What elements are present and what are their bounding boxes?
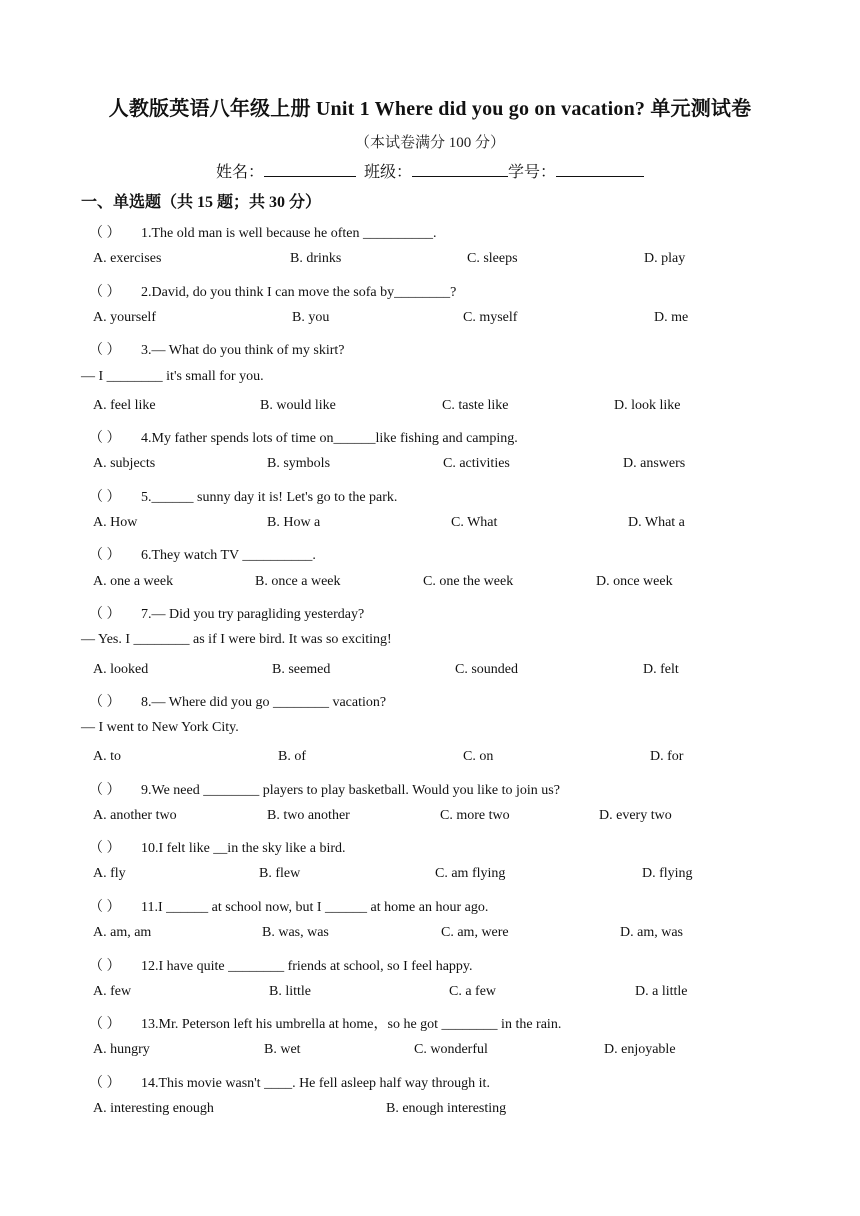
question-text: 1.The old man is well because he often __________.: [141, 226, 437, 241]
option-c[interactable]: C. activities: [443, 456, 510, 471]
option-a[interactable]: A. feel like: [93, 398, 156, 413]
question-text: 2.David, do you think I can move the sofa by________?: [141, 285, 457, 300]
option-c[interactable]: C. one the week: [423, 574, 514, 589]
question-10: [89, 837, 346, 857]
option-d[interactable]: D. every two: [599, 808, 672, 823]
option-a[interactable]: A. How: [93, 515, 138, 530]
question-12: [89, 955, 473, 975]
id-blank[interactable]: [556, 162, 644, 177]
option-a[interactable]: A. exercises: [93, 251, 162, 266]
option-a[interactable]: A. to: [93, 749, 121, 764]
answer-paren[interactable]: （ ）: [89, 490, 121, 505]
option-d[interactable]: D. look like: [614, 398, 681, 413]
option-d[interactable]: D. am, was: [620, 925, 683, 940]
option-a[interactable]: A. hungry: [93, 1042, 150, 1057]
question-3: [89, 339, 345, 359]
option-d[interactable]: D. felt: [643, 662, 679, 677]
question-text: 11.I ______ at school now, but I ______ at home an hour ago.: [141, 900, 489, 915]
option-b[interactable]: B. two another: [267, 808, 350, 823]
option-c[interactable]: C. taste like: [442, 398, 509, 413]
option-c[interactable]: C. on: [463, 749, 494, 764]
answer-paren[interactable]: （ ）: [89, 548, 121, 563]
question-11: [89, 896, 488, 916]
option-c[interactable]: C. What: [451, 515, 498, 530]
option-c[interactable]: C. myself: [463, 310, 518, 325]
option-c[interactable]: C. a few: [449, 984, 497, 999]
question-14: [89, 1072, 490, 1092]
option-b[interactable]: B. How a: [267, 515, 321, 530]
question-4: [89, 427, 518, 447]
question-text: 5.______ sunny day it is! Let's go to the park.: [141, 490, 398, 505]
option-a[interactable]: A. yourself: [93, 310, 156, 325]
option-b[interactable]: B. wet: [264, 1042, 301, 1057]
question-text: 3.— What do you think of my skirt?: [141, 343, 345, 358]
option-c[interactable]: C. sounded: [455, 662, 518, 677]
question-text: 7.— Did you try paragliding yesterday?: [141, 607, 365, 622]
page-title: 人教版英语八年级上册 Unit 1 Where did you go on vacation? 单元测试卷: [108, 98, 752, 120]
question-text: 6.They watch TV __________.: [141, 548, 316, 563]
answer-paren[interactable]: （ ）: [89, 431, 121, 446]
option-d[interactable]: D. play: [644, 251, 686, 266]
option-d[interactable]: D. enjoyable: [604, 1042, 676, 1057]
class-blank[interactable]: [412, 162, 508, 177]
question-13: [89, 1013, 561, 1033]
question-2: [89, 281, 456, 301]
option-b[interactable]: B. symbols: [267, 456, 331, 471]
option-b[interactable]: B. of: [278, 749, 306, 764]
id-label: 学号：: [508, 164, 557, 181]
question-text: 4.My father spends lots of time on______like fishing and camping.: [141, 431, 518, 446]
option-d[interactable]: D. flying: [642, 866, 693, 881]
answer-paren[interactable]: （ ）: [89, 226, 121, 241]
option-a[interactable]: A. another two: [93, 808, 177, 823]
option-c[interactable]: C. am flying: [435, 866, 506, 881]
option-a[interactable]: A. one a week: [93, 574, 174, 589]
answer-paren[interactable]: （ ）: [89, 841, 121, 856]
question-continuation: — I went to New York City.: [81, 720, 239, 735]
option-b[interactable]: B. once a week: [255, 574, 341, 589]
option-b[interactable]: B. drinks: [290, 251, 342, 266]
option-d[interactable]: D. What a: [628, 515, 685, 530]
question-8: [89, 691, 386, 711]
option-d[interactable]: D. for: [650, 749, 684, 764]
option-c[interactable]: C. more two: [440, 808, 510, 823]
option-a[interactable]: A. interesting enough: [93, 1101, 214, 1116]
option-a[interactable]: A. fly: [93, 866, 126, 881]
name-blank[interactable]: [264, 162, 356, 177]
question-text: 14.This movie wasn't ____. He fell asleep half way through it.: [141, 1076, 490, 1091]
option-b[interactable]: B. was, was: [262, 925, 329, 940]
option-c[interactable]: C. wonderful: [414, 1042, 488, 1057]
section-title: 一、单选题（共 15 题；共 30 分）: [81, 194, 322, 211]
student-info-line: [0, 159, 860, 182]
question-text: 10.I felt like __in the sky like a bird.: [141, 841, 346, 856]
question-text: 9.We need ________ players to play basketball. Would you like to join us?: [141, 783, 560, 798]
question-text: 12.I have quite ________ friends at school, so I feel happy.: [141, 959, 473, 974]
question-9: [89, 779, 560, 799]
question-7: [89, 603, 364, 623]
option-d[interactable]: D. answers: [623, 456, 686, 471]
answer-paren[interactable]: （ ）: [89, 1076, 121, 1091]
page-subtitle: （本试卷满分 100 分）: [354, 135, 505, 151]
answer-paren[interactable]: （ ）: [89, 343, 121, 358]
question-text: 8.— Where did you go ________ vacation?: [141, 695, 387, 710]
option-b[interactable]: B. would like: [260, 398, 336, 413]
answer-paren[interactable]: （ ）: [89, 695, 121, 710]
option-b[interactable]: B. enough interesting: [386, 1101, 507, 1116]
name-label: 姓名：: [215, 164, 264, 181]
answer-paren[interactable]: （ ）: [89, 607, 121, 622]
option-a[interactable]: A. am, am: [93, 925, 152, 940]
class-label: 班级：: [363, 164, 412, 181]
option-b[interactable]: B. flew: [259, 866, 301, 881]
option-a[interactable]: A. subjects: [93, 456, 156, 471]
question-1: [89, 222, 436, 242]
option-d[interactable]: D. once week: [596, 574, 673, 589]
question-6: [89, 544, 316, 564]
option-b[interactable]: B. little: [269, 984, 311, 999]
question-text: 13.Mr. Peterson left his umbrella at home，so he got ________ in the rain.: [141, 1017, 562, 1032]
option-d[interactable]: D. a little: [635, 984, 688, 999]
answer-paren[interactable]: （ ）: [89, 783, 121, 798]
option-c[interactable]: C. am, were: [441, 925, 509, 940]
answer-paren[interactable]: （ ）: [89, 900, 121, 915]
answer-paren[interactable]: （ ）: [89, 285, 121, 300]
option-a[interactable]: A. looked: [93, 662, 149, 677]
option-b[interactable]: B. seemed: [272, 662, 331, 677]
question-continuation: — Yes. I ________ as if I were bird. It was so exciting!: [81, 632, 392, 647]
question-5: [89, 486, 397, 506]
question-continuation: — I ________ it's small for you.: [81, 369, 264, 384]
option-d[interactable]: D. me: [654, 310, 689, 325]
option-a[interactable]: A. few: [93, 984, 132, 999]
option-c[interactable]: C. sleeps: [467, 251, 518, 266]
answer-paren[interactable]: （ ）: [89, 959, 121, 974]
option-b[interactable]: B. you: [292, 310, 330, 325]
answer-paren[interactable]: （ ）: [89, 1017, 121, 1032]
